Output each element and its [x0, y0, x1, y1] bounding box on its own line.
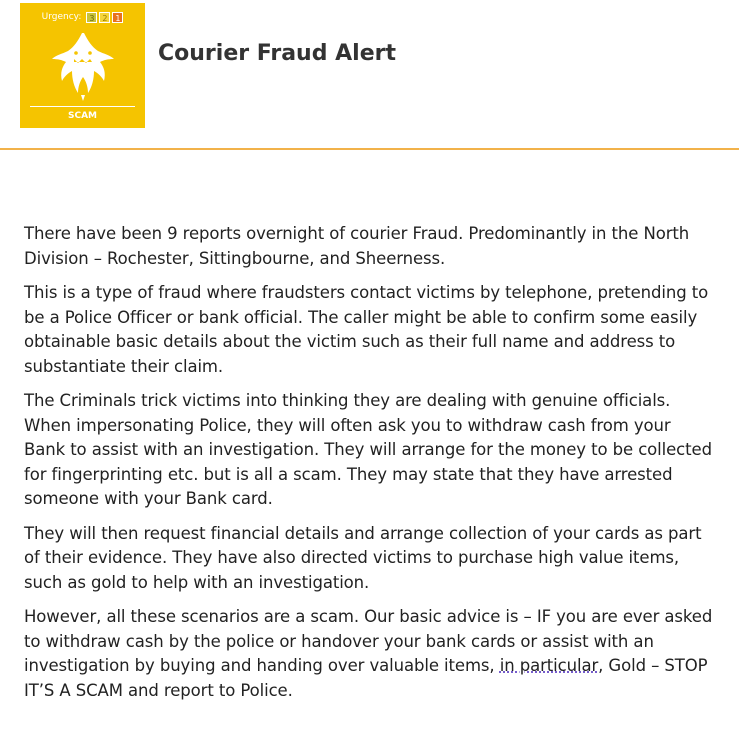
advice-text-end: Gold – STOP IT’S A SCAM and report to Police. — [24, 656, 708, 700]
advice-highlight: in particular, — [499, 656, 604, 675]
alert-header — [0, 0, 739, 150]
shark-icon — [48, 29, 118, 103]
urgency-level-2: 2 — [99, 12, 110, 23]
paragraph-evidence-request: They will then request financial details and arrange collection of your cards as part of their evidence. They have also directed victims to purchase high value items, such as gold to help with an investigation. — [24, 523, 702, 592]
paragraph-reports: There have been 9 reports overnight of courier Fraud. Predominantly in the North Division – Rochester, Sittingbourne, and Sheerness. — [24, 224, 690, 268]
urgency-level-3: 3 — [86, 12, 97, 23]
advice-text-start: However, all these scenarios are a scam. Our basic advice is – IF you are ever asked to withdraw cash by the police or handover your bank cards or assist with an investigation by buying and handing over valuable items, — [24, 607, 713, 675]
scam-badge-label: SCAM — [67, 111, 97, 121]
urgency-level-1: 1 — [112, 12, 123, 23]
paragraph-criminal-tactics: The Criminals trick victims into thinking they are dealing with genuine officials. When impersonating Police, they will often ask you to withdraw cash from your Bank to assist with an investigation. They will arrange for the money to be collected for fingerprinting etc. but is all a scam. They may state that they have arrested someone with your Bank card. — [24, 391, 712, 508]
urgency-label: Urgency: — [41, 12, 82, 22]
paragraph-fraud-type: This is a type of fraud where fraudsters contact victims by telephone, pretending to be a Police Officer or bank official. The caller might be able to confirm some easily obtainable basic details about the victim such as their full name and address to substantiate their claim. — [24, 283, 709, 376]
scam-logo — [20, 3, 145, 128]
page-title: Courier Fraud Alert — [158, 41, 396, 66]
urgency-indicator — [20, 10, 145, 24]
paragraph-advice — [24, 605, 714, 703]
logo-divider — [30, 106, 135, 107]
alert-body — [24, 222, 714, 713]
